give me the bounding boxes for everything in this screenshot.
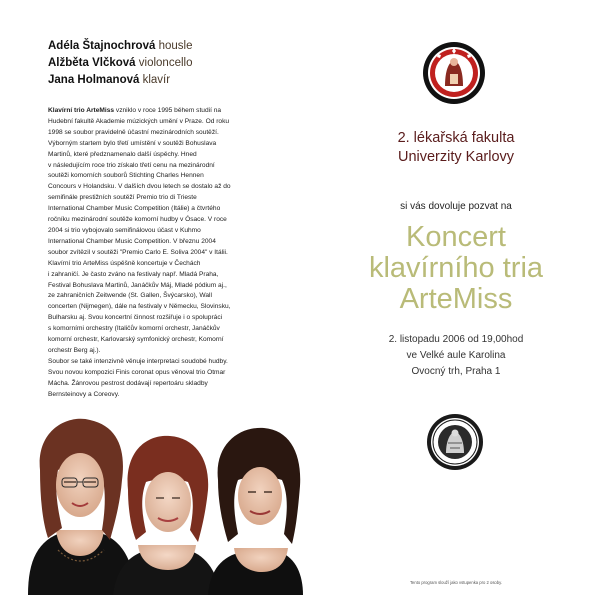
concert-title-line2: klavírního tria [368,252,544,284]
performer-list [48,38,192,89]
bio-line: ročníku mezinárodní soutěže komorní hudby v Ósace. V roce [48,216,227,224]
bio-line: Bulharsku aj. Svou koncertní činnost rozšiřuje i o spolupráci [48,314,223,322]
performer-name: Alžběta Vlčková [48,57,136,69]
program-left-panel [18,10,304,595]
ticket-footnote: Tento program slouží jako vstupenka pro 2 osoby. [409,580,503,585]
bio-line: Svou novou kompozici Finis coronat opus věnoval trio Otmar [48,368,226,376]
trio-biography [48,106,284,400]
faculty-name-line1: 2. lékařská fakulta [397,130,515,146]
trio-photo [18,410,303,595]
bio-line: semifinále prestižních soutěží Premio trio di Trieste [48,194,197,202]
performer-name: Adéla Štajnochrová [48,40,156,52]
bio-line: International Chamber Music Competition (Itálie) a čtvrtého [48,205,221,213]
bio-line: orchestr Berg aj.). [48,346,101,354]
performer-instrument: klavír [142,74,171,86]
bio-line [48,106,284,117]
bio-line: Soubor se také intenzivně věnuje interpretaci soudobé hudby. [48,357,228,365]
performer-3 [48,72,192,89]
concert-title-line1: Koncert [406,221,506,253]
bio-line: concerten (Nijmegen), dále na festivaly v Německu, Slovinsku, [48,303,231,311]
event-date: 2. listopadu 2006 od 19,00hod [388,334,524,345]
bio-line: Hudební fakultě Akademie múzických umění v Praze. Od roku [48,117,230,125]
performer-instrument: housle [158,40,193,52]
invitation-right-panel [303,10,609,595]
university-seal-logo [426,413,484,471]
event-address: Ovocný trh, Praha 1 [411,366,501,377]
concert-title [303,222,609,315]
performer-2 [48,55,192,72]
bio-line: Martinů, které předznamenalo další úspěchy. Hned [48,150,197,158]
bio-line: Klavírní trio ArteMiss úspěšně koncertuje v Čechách [48,259,201,267]
bio-line: Výborným startem bylo třetí umístění v soutěži Bohuslava [48,139,217,147]
event-details [303,332,609,380]
bio-line: i zahraničí. Je často zváno na festivaly např. Mladá Praha, [48,270,219,278]
bio-lead: Klavírní trio ArteMiss [48,107,115,114]
performer-1 [48,38,192,55]
bio-line: v následujícím roce trio získalo třetí cenu na mezinárodní [48,161,215,169]
bio-line: komorní orchestr, Karlovarský symfonický orchestr, Komorní [48,336,224,344]
bio-line: Mácha. Žánrovou pestrost dodávají repertoáru skladby [48,379,208,387]
bio-line: soubor zvítězil v soutěži "Premio Carlo E. Soliva 2004" v Itálii. [48,248,228,256]
faculty-seal-logo [421,40,487,106]
bio-line: 2004 si trio vybojovalo semifinálovou účast v Kuhmo [48,226,201,234]
bio-line: 1998 se soubor pravidelně účastní mezinárodních soutěží. [48,128,219,136]
bio-line: soutěži komorních souborů Stichting Charles Hennen [48,172,204,180]
bio-line: Festival Bohuslava Martinů, Janáčkův Máj, Mladé pódium aj., [48,281,227,289]
invitation-text: si vás dovoluje pozvat na [400,201,512,212]
performer-name: Jana Holmanová [48,74,140,86]
bio-line: Concours v Holandsku. V dalších dvou letech se dostalo až do [48,183,231,191]
faculty-name-line2: Univerzity Karlovy [397,149,515,165]
bio-line: s komorními orchestry (Italičův komorní orchestr, Janáčkův [48,325,220,333]
event-venue: ve Velké aule Karolina [406,350,506,361]
bio-line: International Chamber Music Competition. V březnu 2004 [48,237,216,245]
performer-instrument: violoncello [138,57,193,69]
bio-line: ze zahraničních Zeitwende (St. Gallen, Švýcarsko), Wall [48,292,212,300]
bio-line-text: vzniklo v roce 1995 během studií na [114,107,222,114]
concert-title-line3: ArteMiss [399,283,513,315]
bio-line: Bernsteinovy a Coreovy. [48,390,120,398]
